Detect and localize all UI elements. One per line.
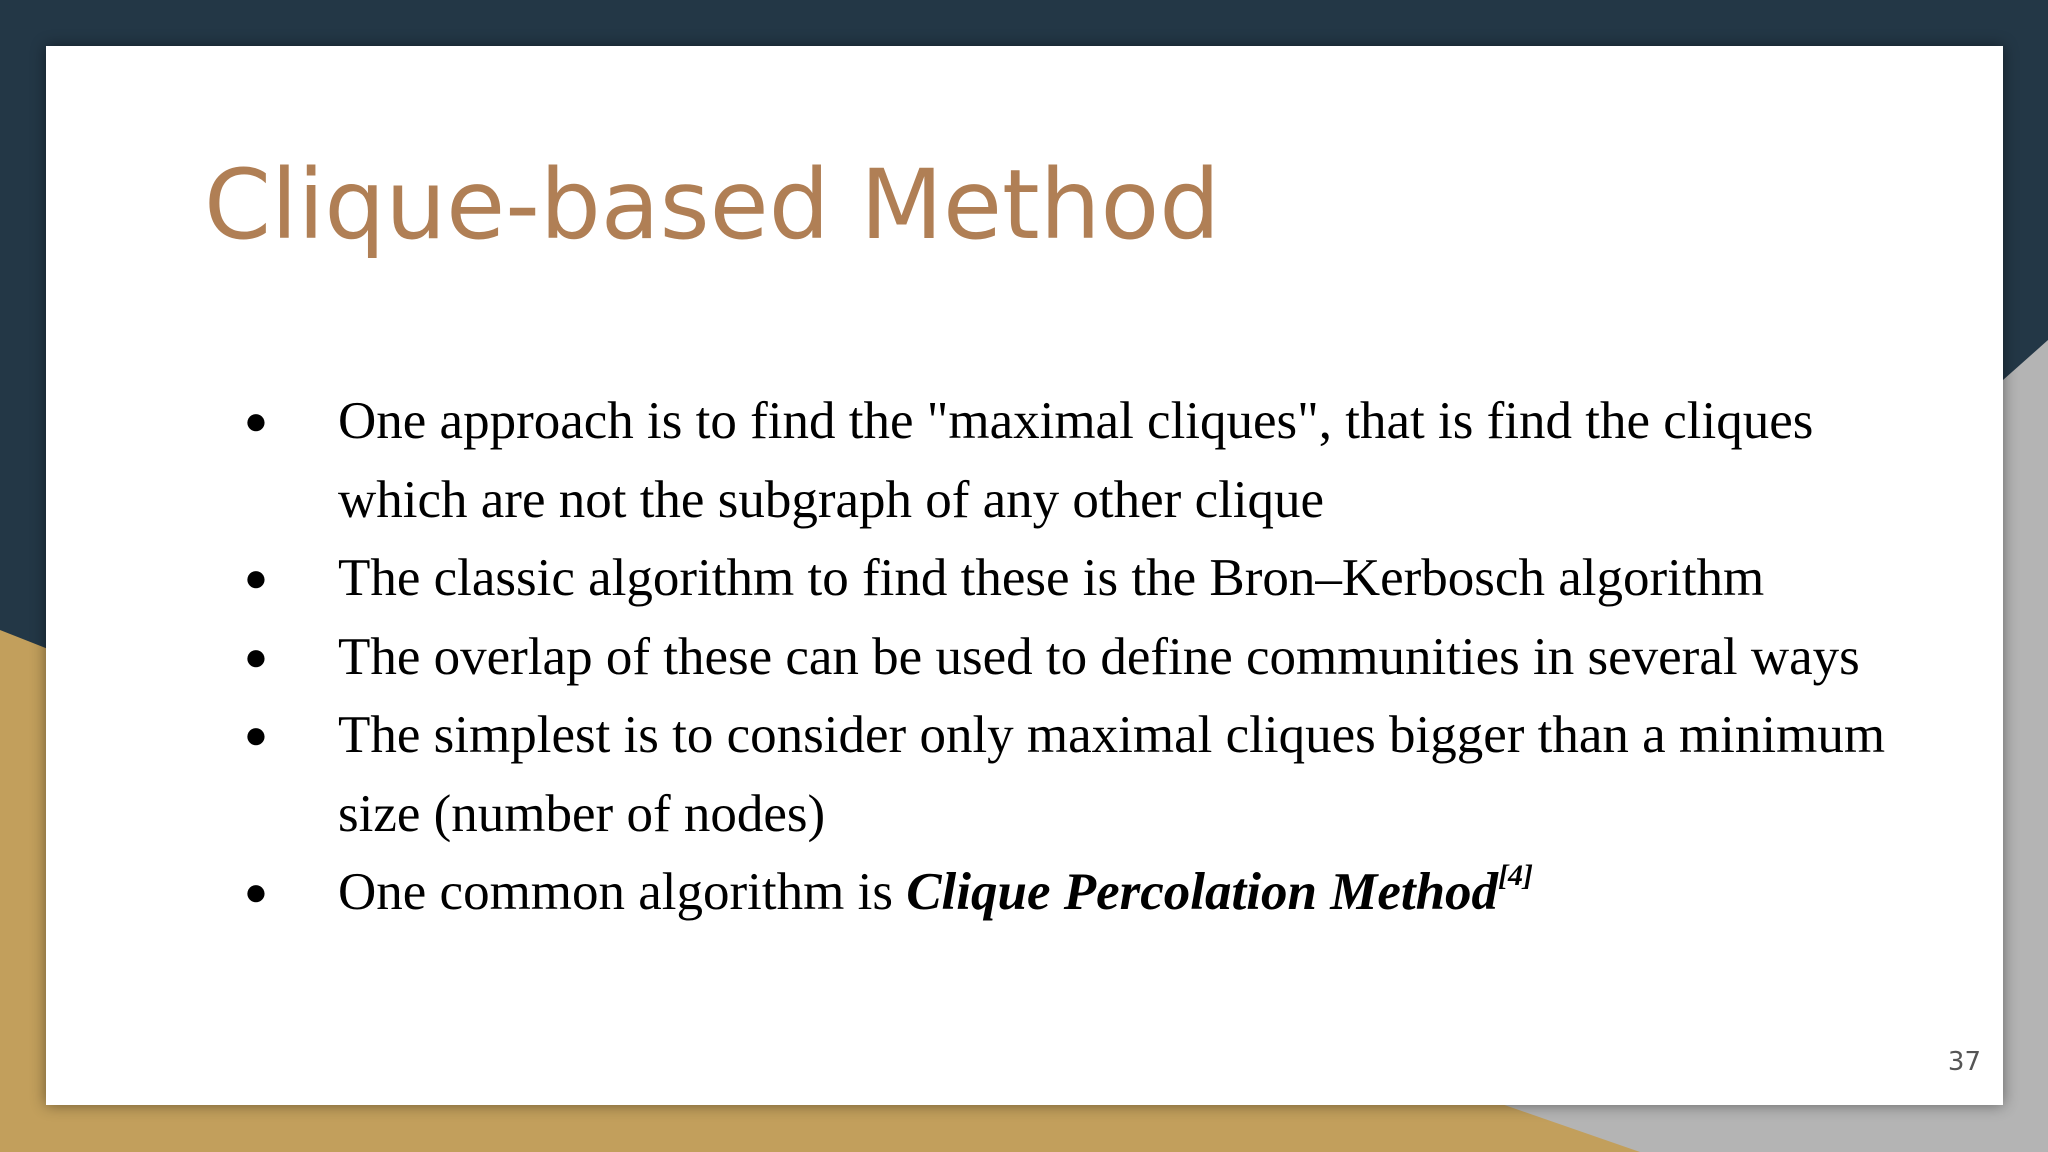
bullet-item-5: [236, 853, 1936, 940]
bullet-icon: ●: [243, 398, 269, 443]
bullet-list: [236, 382, 1936, 940]
bullet-item-4: [236, 696, 1936, 853]
bullet-item-2: [236, 539, 1936, 618]
bullet-icon: ●: [243, 712, 269, 757]
page-number: 37: [1947, 1047, 1981, 1077]
bullet-emphasis: Clique Percolation Method: [906, 863, 1499, 921]
bullet-text: One approach is to find the "maximal cliques", that is find the cliques which are not the subgraph of any other clique: [338, 392, 1814, 529]
bullet-icon: ●: [243, 869, 269, 914]
bullet-icon: ●: [243, 555, 269, 600]
bullet-text: The simplest is to consider only maximal cliques bigger than a minimum size (number of nodes): [338, 706, 1886, 843]
bullet-item-3: [236, 618, 1936, 697]
bullet-text: The overlap of these can be used to define communities in several ways: [338, 627, 1860, 686]
bullet-text: The classic algorithm to find these is the Bron–Kerbosch algorithm: [338, 549, 1765, 607]
bullet-icon: ●: [243, 633, 269, 679]
slide-canvas: [46, 46, 2003, 1105]
bullet-item-1: [236, 382, 1936, 539]
slide-title: Clique-based Method: [204, 149, 1221, 261]
bullet-text-prefix: One common algorithm is: [338, 863, 907, 921]
citation-marker: [4]: [1498, 859, 1534, 892]
